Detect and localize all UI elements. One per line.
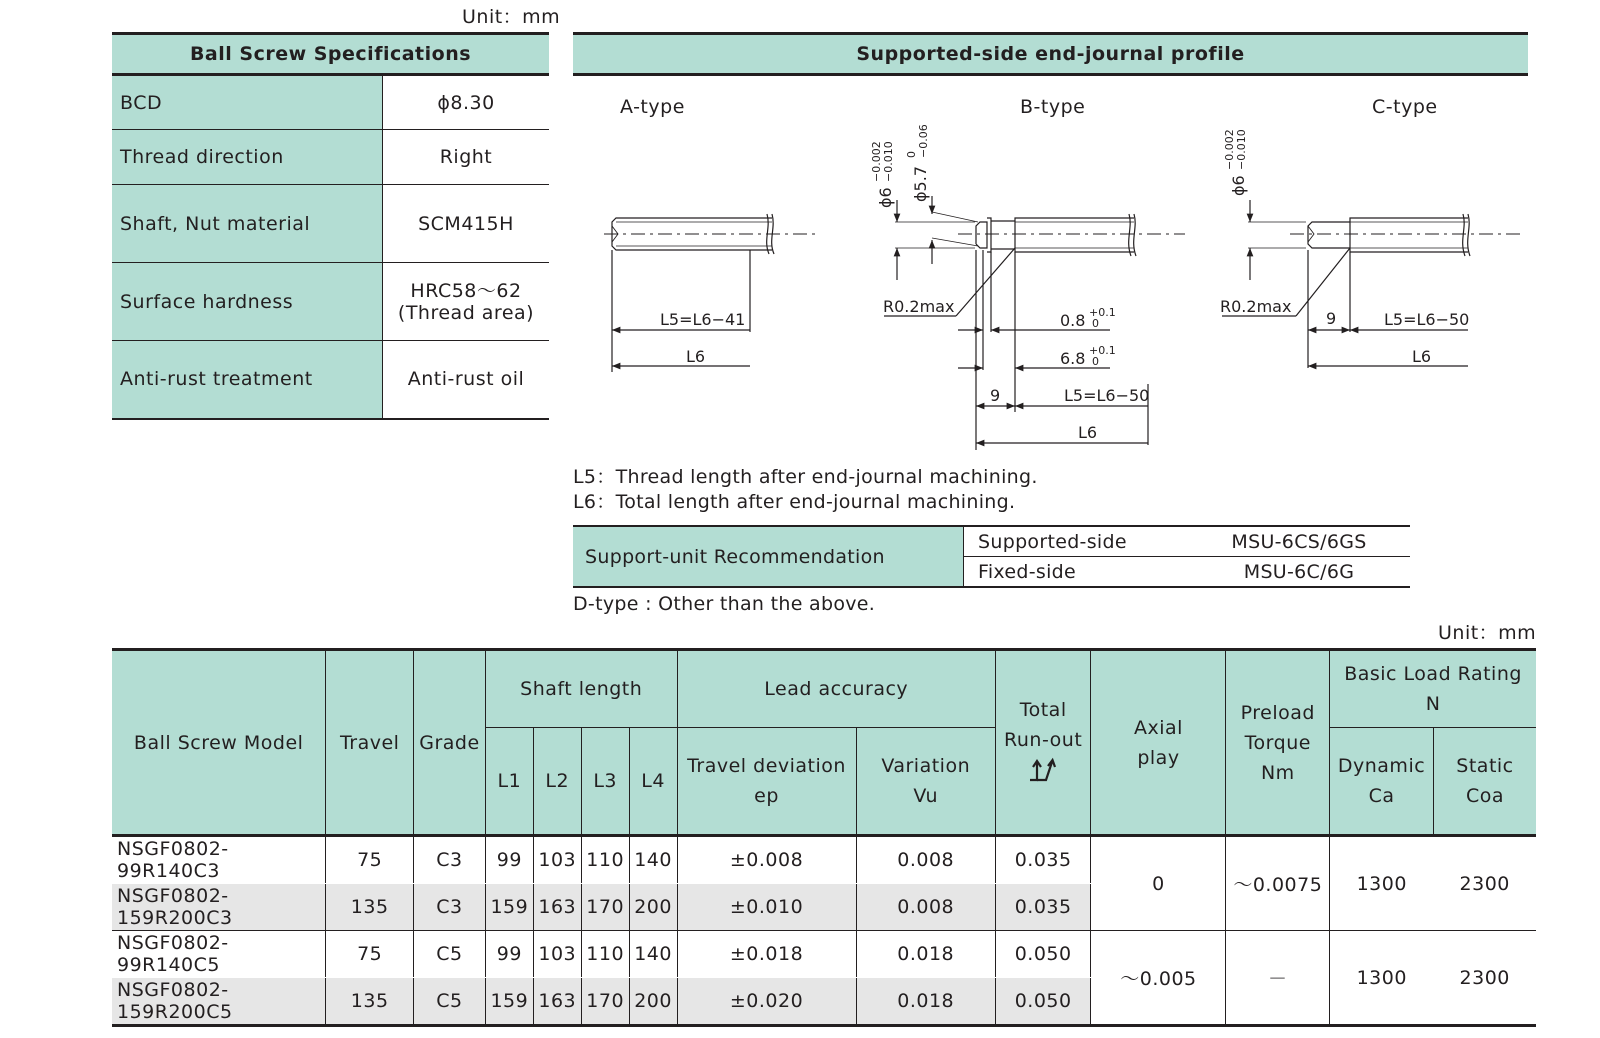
b-68-tol: +0.1 [1089, 344, 1116, 357]
cell-runout: 0.035 [995, 884, 1091, 931]
header-static-line1: Static [1456, 755, 1514, 777]
cell-runout: 0.050 [995, 931, 1091, 978]
cell-l4: 200 [629, 884, 677, 931]
cell-l4: 200 [629, 978, 677, 1026]
cell-ep: ±0.010 [677, 884, 856, 931]
cell-l2: 103 [533, 931, 581, 978]
header-runout-line2: Run-out [1004, 728, 1083, 751]
b-68-tol0: 0 [1092, 355, 1099, 368]
a-type-drawing [604, 214, 820, 372]
c-type-drawing [1222, 200, 1522, 368]
cell-grade: C3 [414, 884, 486, 931]
cell-travel: 135 [326, 978, 414, 1026]
c-r-dim: R0.2max [1220, 297, 1292, 316]
header-basic-load [1330, 650, 1536, 728]
header-l2: L2 [533, 728, 581, 836]
b-phi6-dim: ϕ6 [876, 187, 895, 208]
b-08-tol0: 0 [1092, 317, 1099, 330]
header-variation [856, 728, 995, 836]
c-phi6-tol-top: −0.002 [1223, 129, 1236, 170]
spec-value-antirust: Anti-rust oil [383, 341, 550, 419]
spec-value-thread: Right [383, 130, 550, 185]
cell-l2: 103 [533, 836, 581, 884]
cell-vu: 0.008 [856, 836, 995, 884]
header-dynamic-line2: Ca [1368, 785, 1395, 807]
header-variation-line1: Variation [881, 755, 971, 777]
spec-value-material: SCM415H [383, 185, 550, 263]
cell-axial: 0 [1091, 836, 1226, 931]
header-total-runout [995, 650, 1091, 836]
cell-l2: 163 [533, 884, 581, 931]
c-phi6-dim: ϕ6 [1229, 175, 1248, 196]
header-shaft-length: Shaft length [485, 650, 677, 728]
support-unit-table [573, 525, 1410, 588]
b-68-dim: 6.8 [1060, 349, 1086, 368]
b-l5-dim: L5=L6−50 [1064, 386, 1150, 405]
cell-model: NSGF0802-159R200C5 [112, 978, 326, 1026]
dtype-note: D-type : Other than the above. [573, 593, 876, 615]
cell-l1: 99 [485, 836, 533, 884]
cell-travel: 75 [326, 931, 414, 978]
b-9-dim: 9 [990, 386, 1001, 405]
end-journal-drawings [0, 0, 1600, 460]
b-phi6-tol-top: −0.002 [870, 141, 883, 182]
spec-label-bcd: BCD [112, 75, 383, 130]
cell-model: NSGF0802- 99R140C3 [112, 836, 326, 884]
cell-vu: 0.018 [856, 931, 995, 978]
spec-value-hardness-line1: HRC58～62 [410, 279, 522, 302]
b-phi57-tol-bot: −0.06 [917, 124, 930, 158]
spec-value-bcd: ϕ8.30 [383, 75, 550, 130]
header-load-line2: N [1425, 693, 1441, 715]
a-l5-dim: L5=L6−41 [660, 310, 746, 329]
header-dynamic-line1: Dynamic [1337, 755, 1426, 777]
header-preload-torque [1226, 650, 1330, 836]
header-travel: Travel [326, 650, 414, 836]
cell-preload: － [1226, 931, 1330, 1026]
runout-symbol-icon [996, 755, 1091, 791]
cell-vu: 0.018 [856, 978, 995, 1026]
cell-l3: 170 [581, 884, 629, 931]
cell-ep: ±0.018 [677, 931, 856, 978]
b-phi6-tol-bot: −0.010 [882, 141, 895, 182]
spec-value-hardness-line2: (Thread area) [397, 301, 535, 324]
cell-ep: ±0.008 [677, 836, 856, 884]
header-axial-line2: play [1137, 746, 1180, 769]
header-axial-line1: Axial [1133, 716, 1183, 739]
cell-runout: 0.050 [995, 978, 1091, 1026]
cell-travel: 75 [326, 836, 414, 884]
cell-static: 2300 [1433, 931, 1536, 1026]
supported-side-label: Supported-side [964, 526, 1189, 557]
header-model: Ball Screw Model [112, 650, 326, 836]
a-l6-dim: L6 [686, 347, 706, 366]
fixed-side-model: MSU-6C/6G [1188, 557, 1410, 588]
b-l6-dim: L6 [1078, 423, 1098, 442]
spec-label-thread: Thread direction [112, 130, 383, 185]
header-lead-accuracy: Lead accuracy [677, 650, 995, 728]
header-l4: L4 [629, 728, 677, 836]
b-type-drawing [884, 196, 1185, 450]
header-dynamic [1330, 728, 1434, 836]
ball-screw-table [112, 648, 1536, 1027]
spec-label-hardness: Surface hardness [112, 263, 383, 341]
b-r-dim: R0.2max [883, 297, 955, 316]
header-l1: L1 [485, 728, 533, 836]
unit-label-bottom: Unit：mm [1438, 622, 1537, 644]
c-9-dim: 9 [1326, 309, 1337, 328]
cell-l1: 159 [485, 884, 533, 931]
cell-grade: C5 [414, 978, 486, 1026]
b-08-dim: 0.8 [1060, 311, 1086, 330]
header-travel-deviation [677, 728, 856, 836]
cell-l2: 163 [533, 978, 581, 1026]
spec-label-antirust: Anti-rust treatment [112, 341, 383, 419]
header-travel-dev-line2: ep [754, 785, 779, 807]
cell-travel: 135 [326, 884, 414, 931]
cell-static: 2300 [1433, 836, 1536, 931]
cell-dynamic: 1300 [1330, 836, 1434, 931]
type-b-label: B-type [1020, 96, 1086, 118]
header-preload-line2: Torque [1244, 731, 1311, 754]
spec-title: Ball Screw Specifications [112, 34, 549, 75]
header-preload-line1: Preload [1240, 701, 1315, 724]
cell-vu: 0.008 [856, 884, 995, 931]
support-unit-label: Support-unit Recommendation [573, 526, 964, 587]
header-axial-play [1091, 650, 1226, 836]
header-load-line1: Basic Load Rating [1344, 663, 1522, 685]
supported-side-model: MSU-6CS/6GS [1188, 526, 1410, 557]
cell-grade: C5 [414, 931, 486, 978]
cell-runout: 0.035 [995, 836, 1091, 884]
cell-preload: ～0.0075 [1226, 836, 1330, 931]
c-phi6-tol-bot: −0.010 [1235, 129, 1248, 170]
header-grade: Grade [414, 650, 486, 836]
header-travel-dev-line1: Travel deviation [687, 755, 846, 777]
table-row [112, 836, 1536, 884]
header-static-line2: Coa [1465, 785, 1504, 807]
cell-l1: 99 [485, 931, 533, 978]
header-variation-line2: Vu [913, 785, 939, 807]
header-l3: L3 [581, 728, 629, 836]
unit-label-top: Unit：mm [462, 6, 561, 28]
header-preload-line3: Nm [1260, 761, 1295, 784]
c-l5-dim: L5=L6−50 [1384, 310, 1470, 329]
cell-l3: 110 [581, 836, 629, 884]
cell-l4: 140 [629, 836, 677, 884]
note-l6: L6：Total length after end-journal machining. [573, 491, 1016, 513]
profile-title: Supported-side end-journal profile [573, 32, 1528, 76]
b-08-tol: +0.1 [1089, 306, 1116, 319]
cell-dynamic: 1300 [1330, 931, 1434, 1026]
b-phi57-dim: ϕ5.7 [911, 166, 930, 202]
note-l5: L5：Thread length after end-journal machining. [573, 466, 1038, 488]
cell-l3: 170 [581, 978, 629, 1026]
fixed-side-label: Fixed-side [964, 557, 1189, 588]
cell-l3: 110 [581, 931, 629, 978]
header-runout-line1: Total [1019, 698, 1067, 721]
spec-label-material: Shaft, Nut material [112, 185, 383, 263]
cell-model: NSGF0802- 99R140C5 [112, 931, 326, 978]
type-a-label: A-type [620, 96, 685, 118]
cell-ep: ±0.020 [677, 978, 856, 1026]
b-phi57-tol-top: 0 [905, 151, 918, 158]
cell-axial: ～0.005 [1091, 931, 1226, 1026]
table-row [112, 931, 1536, 978]
cell-l1: 159 [485, 978, 533, 1026]
cell-l4: 140 [629, 931, 677, 978]
type-c-label: C-type [1372, 96, 1438, 118]
header-static [1433, 728, 1536, 836]
cell-grade: C3 [414, 836, 486, 884]
c-l6-dim: L6 [1412, 347, 1432, 366]
cell-model: NSGF0802-159R200C3 [112, 884, 326, 931]
